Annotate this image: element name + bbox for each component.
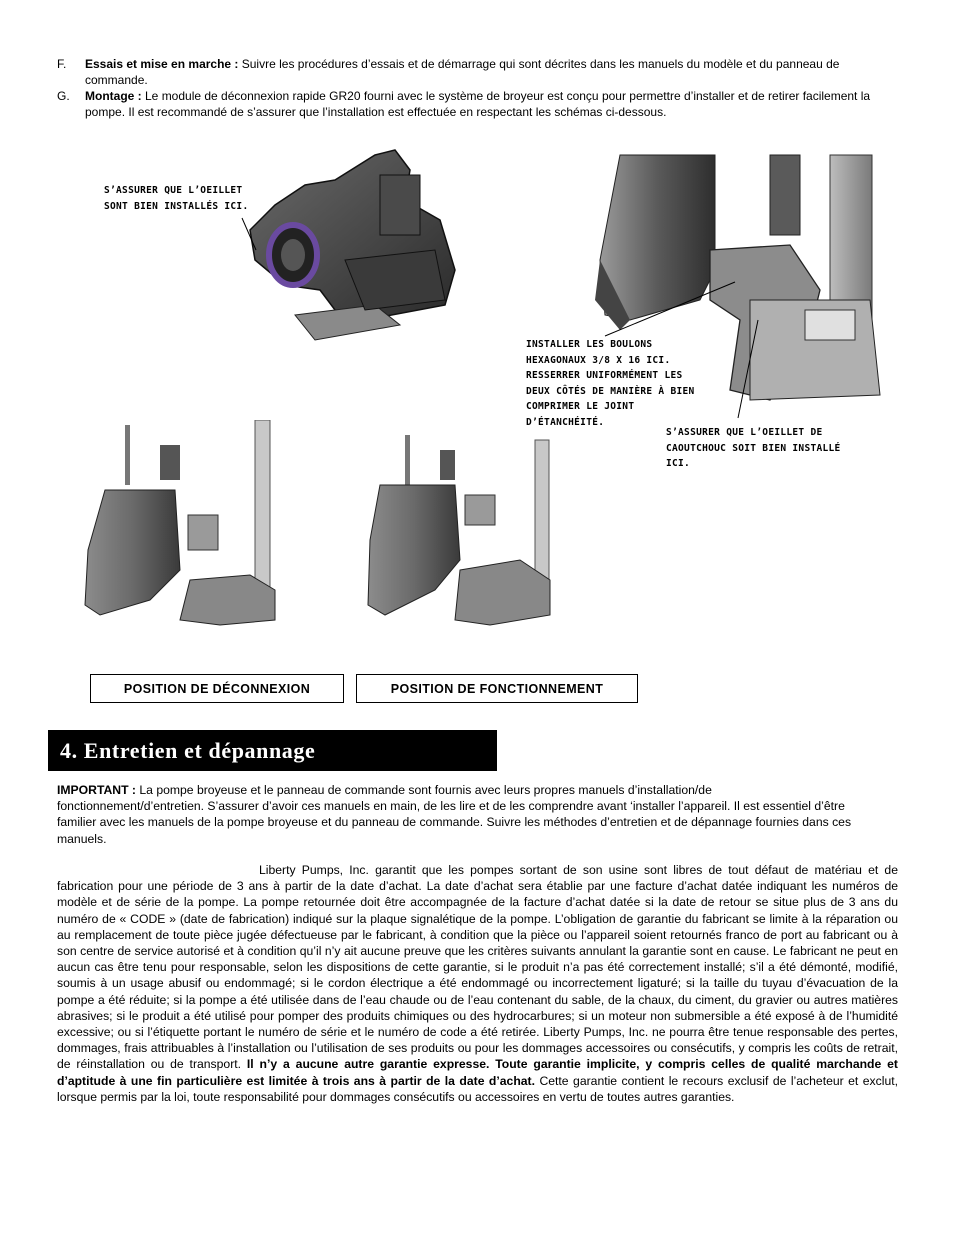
callout-line: D’ÉTANCHÉITÉ.: [526, 416, 605, 428]
warranty-text-1: Liberty Pumps, Inc. garantit que les pompes sortant de son usine sont libres de tout défaut de matériau et de fabrication pour une période de 3 ans à partir de la date d’achat. La date d’achat sera établie par une facture d’achat datée indiquant les numéros de modèle et de série de la pompe. La pompe retournée doit être accompagnée de la facture d’achat datée si la date de retour se situe plus de 3 ans du numéro de « CODE » (date de fabrication) indiqué sur la plaque signalétique de la pompe. L’obligation de garantie du fabricant se limite à la réparation ou au remplacement de toute pièce jugée défectueuse par le fabricant, à condition que la pièce ou l’appareil soient retournés franco de port au fabricant ou à son centre de service autorisé et à condition qu’il n’y ait aucune preuve que les critères suivants annulant la garantie sont en cause. Le fabricant ne peut en aucun cas être tenu pour responsable, selon les dispositions de cette garantie, si le produit n’a pas été correctement installé; s’il a été démonté, modifié, soumis à un usage abusif ou endommagé; si le cordon électrique a été endommagé ou incorrectement ligaturé; si la taille du tuyau d’évacuation de la pompe a été réduite; si la pompe a été utilisée dans de l’eau chaude ou de l’eau contenant du sable, de la chaux, du ciment, du gravier ou autres matières abrasives; si le produit a été utilisé pour pomper des produits chimiques ou des hydrocarbures; si un moteur non submersible a été exposé à de l’humidité excessive; ou si l’étiquette portant le numéro de série et le numéro de code a été retirée. Liberty Pumps, Inc. ne pourra être tenue responsable des pertes, dommages, frais attribuables à l’installation ou l’utilisation de ses produits ou pour les dommages accessoires ou consécutifs, y compris les coûts de retrait, de réinstallation ou de transport.: [57, 863, 898, 1072]
important-paragraph: [57, 782, 862, 847]
item-letter: G.: [57, 89, 70, 103]
important-lead: IMPORTANT :: [57, 783, 136, 797]
operating-position-label: POSITION DE FONCTIONNEMENT: [356, 674, 638, 703]
callout-line: RESSERRER UNIFORMÉMENT LES: [526, 370, 683, 381]
callout-line: ICI.: [666, 458, 691, 469]
section-title: 4. Entretien et dépannage: [60, 737, 316, 763]
item-letter: F.: [57, 57, 67, 71]
callout-line: HEXAGONAUX 3/8 X 16 ICI.: [526, 354, 671, 366]
callout-caoutchouc: [666, 425, 896, 472]
callout-line: S’ASSURER QUE L’OEILLET: [104, 185, 243, 196]
warranty-bold: Il n’y a aucune autre garantie expresse. Toute garantie implicite, y compris celles de qualité marchande et d’aptitude à une fin particulière est limitée à trois ans à partir de la date d’achat.: [57, 1057, 898, 1088]
item-text: Le module de déconnexion rapide GR20 fourni avec le système de broyeur est conçu pour permettre d’installer et de retirer facilement la pompe. Il est recommandé de s’assurer que l’installation est effectuée en respectant les schémas ci-dessous.: [85, 89, 871, 119]
disconnect-position-label: POSITION DE DÉCONNEXION: [90, 674, 344, 703]
callout-boulons: [526, 337, 746, 430]
item-text: Suivre les procédures d’essais et de démarrage qui sont décrites dans les manuels du modèle et du panneau de commande.: [85, 57, 840, 87]
warranty-paragraph: [57, 862, 898, 1105]
callout-line: COMPRIMER LE JOINT: [526, 401, 635, 412]
callout-line: INSTALLER LES BOULONS: [526, 339, 653, 350]
callout-line: S’ASSURER QUE L’OEILLET DE: [666, 427, 823, 438]
section-title-bar: [48, 730, 497, 771]
important-text: La pompe broyeuse et le panneau de commande sont fournis avec leurs propres manuels d’installation/de fonctionnement/d’entretien. S’assurer d’avoir ces manuels en main, de les lire et de les comprendre avant ‘installer l’appareil. Il est essentiel d’être familier avec les manuels de la pompe broyeuse et du panneau de commande. Suivre les méthodes d’entretien et de dépannage fournies dans ces manuels.: [57, 783, 852, 846]
callout-line: CAOUTCHOUC SOIT BIEN INSTALLÉ: [666, 442, 841, 454]
callout-line: DEUX CÔTÉS DE MANIÈRE À BIEN: [526, 385, 695, 397]
item-lead: Montage :: [85, 89, 142, 103]
warranty-text-2: Cette garantie contient le recours exclusif de l’acheteur et exclut, lorsque permis par la loi, toute responsabilité pour dommages consécutifs ou accessoires en vertu de toutes autres garanties.: [57, 1073, 898, 1104]
item-lead: Essais et mise en marche :: [85, 57, 239, 71]
callout-oeillet: [104, 183, 284, 214]
callout-line: SONT BIEN INSTALLÉS ICI.: [104, 200, 249, 212]
